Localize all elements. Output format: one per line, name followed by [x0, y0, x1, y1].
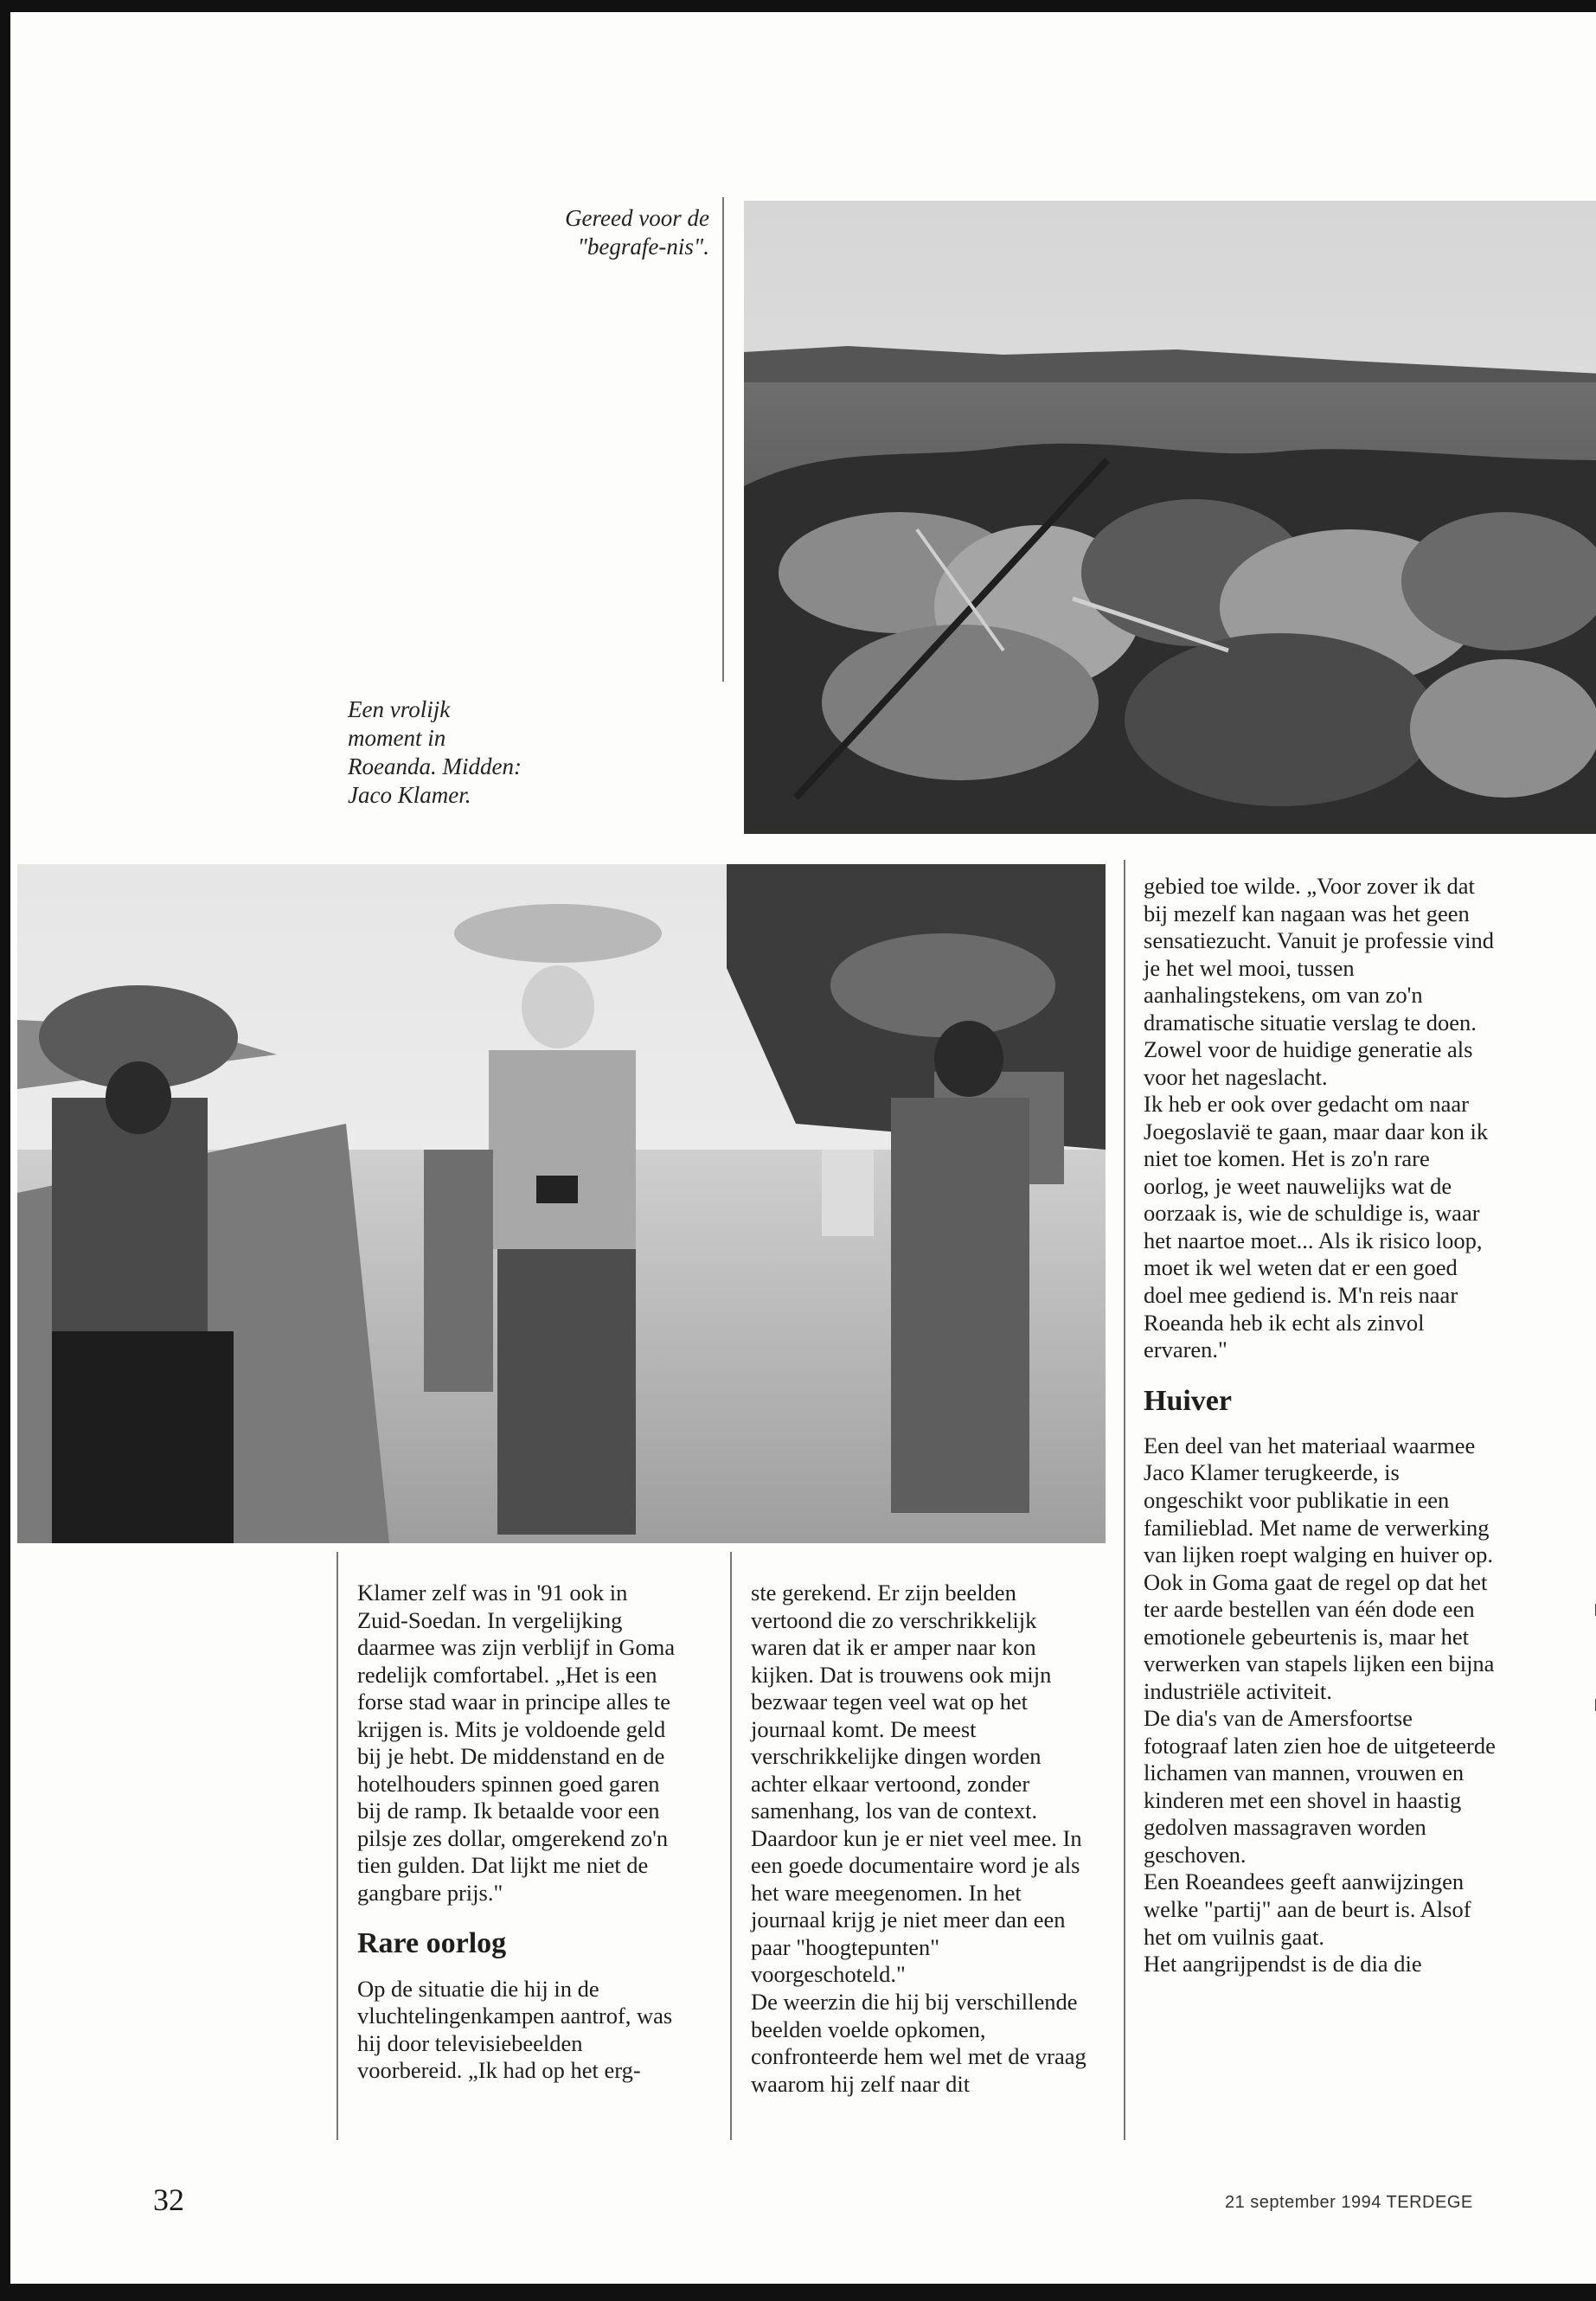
- photo-bodies-pile: [744, 201, 1596, 834]
- column-rule-lower-mid: [730, 1552, 732, 2140]
- paragraph: ste gerekend. Er zijn beelden vertoond die zo verschrikkelijk waren dat ik er amper naar kon kijken. Dat is trouwens ook mijn bezwaar tegen veel wat op het journaal komt. De meest verschrikkelijke dingen worden achter elkaar vertoond, zonder samenhang, los van de context. Daardoor kun je er niet veel mee. In een goede documentaire word je als het ware meegenomen. In het journaal krijg je niet meer dan een paar "hoogtepunten" voorgeschoteld.": [751, 1580, 1082, 1988]
- section-heading-huiver: Huiver: [1144, 1384, 1232, 1417]
- article-column-3: [1144, 873, 1498, 1978]
- photo-klamer-on-road-image: [17, 864, 1106, 1543]
- photo-bodies-pile-image: [744, 201, 1596, 834]
- caption-middle-photo: Een vrolijk moment in Roeanda. Midden: Jaco Klamer.: [348, 696, 522, 808]
- paragraph: De dia's van de Amersfoortse fotograaf laten zien hoe de uitgeteerde lichamen van mannen, vrouwen en kinderen met een shovel in haastig gedolven massagraven worden geschoven.: [1144, 1705, 1496, 1868]
- footer-date-publication: 21 september 1994 TERDEGE: [1225, 2193, 1473, 2212]
- caption-top-photo: Gereed voor de "begrafe-nis".: [565, 205, 709, 260]
- column-rule-lower-left: [337, 1552, 338, 2140]
- paragraph: Klamer zelf was in '91 ook in Zuid-Soedan. In vergelijking daarmee was zijn verblijf in Goma redelijk comfortabel. „Het is een forse stad waar in principe alles te krijgen is. Mits je voldoende geld bij je hebt. De middenstand en de hotelhouders spinnen goed garen bij de ramp. Ik betaalde voor een pilsje zes dollar, omgerekend zo'n tien gulden. Dat lijkt me niet de gangbare prijs.": [357, 1580, 676, 1906]
- paragraph: Het aangrijpendst is de dia die: [1144, 1951, 1422, 1977]
- article-column-2: [751, 1580, 1097, 2098]
- page-number: 32: [153, 2182, 184, 2217]
- photo-klamer-on-road: [17, 864, 1106, 1543]
- paragraph: Ook in Goma gaat de regel op dat het ter aarde bestellen van één dode een emotionele gebeurtenis is, maar het verwerken van stapels lijken een bijna industriële activiteit.: [1144, 1568, 1495, 1704]
- paragraph: Een Roeandees geeft aanwijzingen welke "partij" aan de beurt is. Alsof het om vuilnis gaat.: [1144, 1868, 1471, 1950]
- article-column-1: [357, 1580, 677, 2085]
- section-heading-rare-oorlog: Rare oorlog: [357, 1927, 507, 1960]
- paragraph: Een deel van het materiaal waarmee Jaco Klamer terugkeerde, is ongeschikt voor publikatie in een familieblad. Met name de verwerking van lijken roept walging en huiver op.: [1144, 1432, 1494, 1568]
- paragraph: Ik heb er ook over gedacht om naar Joegoslavië te gaan, maar daar kon ik niet toe komen. Het is zo'n rare oorlog, je weet nauwelijks wat de oorzaak is, wie de schuldige is, waar het naartoe moet... Als ik risico loop, moet ik wel weten dat er een goed doel mee gediend is. M'n reis naar Roeanda heb ik echt als zinvol ervaren.": [1144, 1091, 1489, 1363]
- paragraph: gebied toe wilde. „Voor zover ik dat bij mezelf kan nagaan was het geen sensatiezucht. Vanuit je professie vind je het wel mooi, tussen aanhalingstekens, om van zo'n dramatische situatie verslag te doen. Zowel voor de huidige generatie als voor het nageslacht.: [1144, 873, 1495, 1090]
- paragraph: Op de situatie die hij in de vluchtelingenkampen aantrof, was hij door televisiebeelden voorbereid. „Ik had op het erg-: [357, 1975, 673, 2084]
- paragraph: De weerzin die hij bij verschillende beelden voelde opkomen, confronteerde hem wel met de vraag waarom hij zelf naar dit: [751, 1988, 1086, 2097]
- column-rule-right: [1124, 860, 1125, 2140]
- column-rule-top: [722, 197, 724, 682]
